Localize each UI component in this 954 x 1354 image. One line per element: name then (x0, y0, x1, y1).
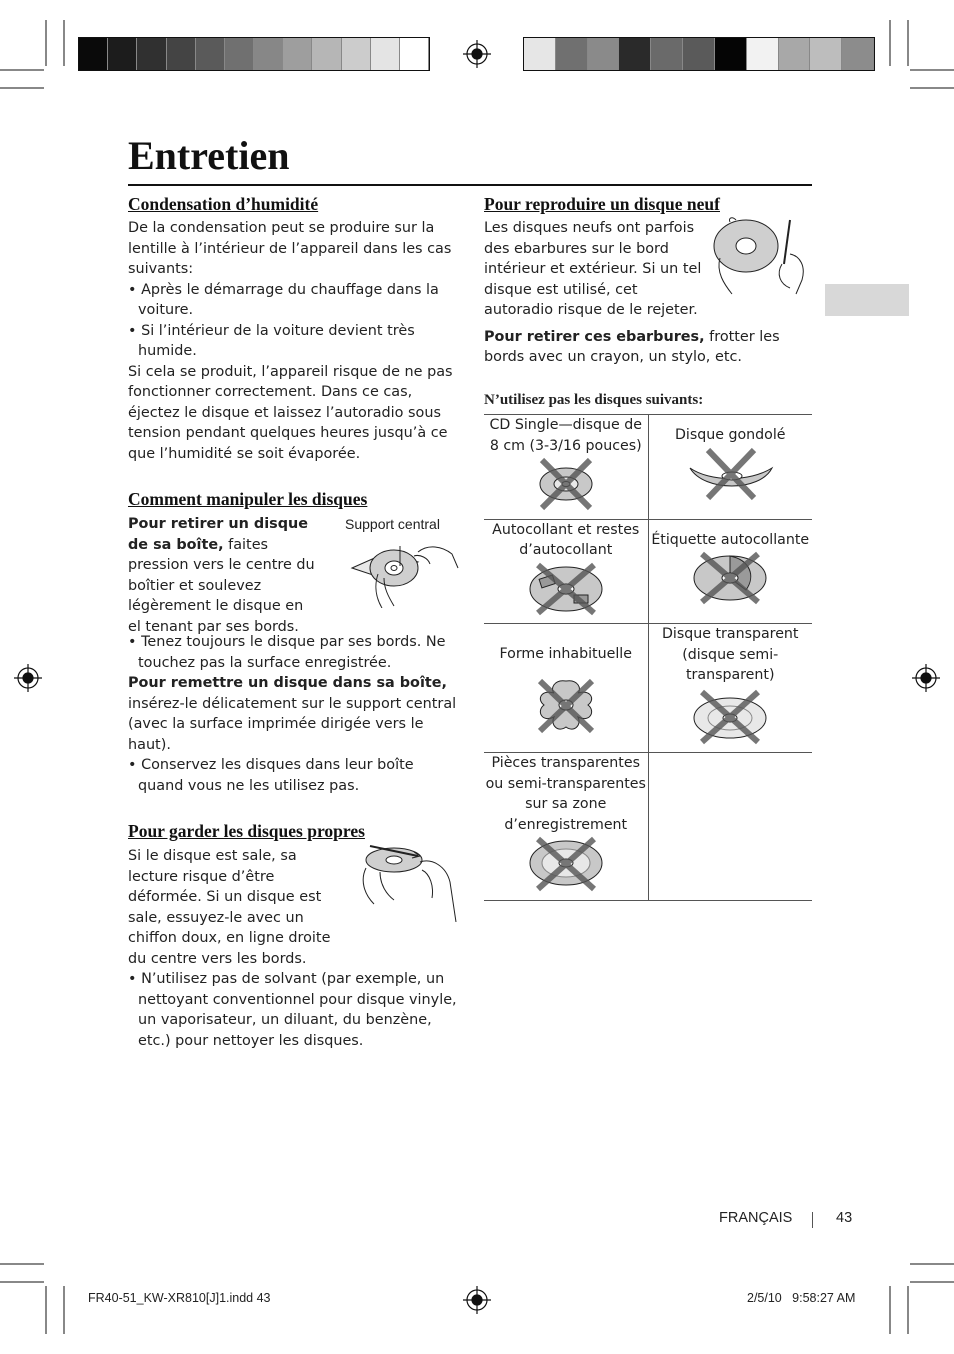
color-swatch (524, 38, 556, 70)
registration-mark-right (912, 664, 940, 692)
color-swatch (225, 38, 254, 70)
cleaning-disc-illustration (360, 838, 460, 922)
color-swatch (342, 38, 371, 70)
color-swatch (167, 38, 196, 70)
clean-heading: Pour garder les disques propres (128, 821, 365, 841)
color-swatch (715, 38, 747, 70)
title-rule (128, 184, 812, 186)
color-bar-right (523, 37, 875, 71)
forbidden-item: Disque gondolé (648, 415, 812, 520)
color-swatch (588, 38, 620, 70)
color-swatch (196, 38, 225, 70)
disc-case-illustration (348, 534, 460, 608)
page-title: Entretien (128, 133, 290, 178)
handling-heading: Comment manipuler les disques (128, 489, 368, 509)
condensation-after: Si cela se produit, l’appareil risque de ne pas fonctionner correctement. Dans ce cas, éjectez le disque et laissez l’autoradio sous tension pendant quelques heures jusqu’à ce que l’humidité se soit évaporée. (128, 363, 453, 462)
transparent-disc-icon (690, 688, 770, 746)
color-swatch (400, 38, 429, 70)
new-disc-text: Les disques neufs ont parfois des ebarbures sur le bord intérieur et extérieur. Si un tel disque est utilisé, cet autoradio risque de le rejeter. (484, 220, 702, 318)
color-swatch (79, 38, 108, 70)
center-holder-label: Support central (345, 516, 440, 532)
forbidden-discs-table (484, 414, 812, 901)
condensation-heading: Condensation d’humidité (128, 194, 319, 214)
color-swatch (371, 38, 400, 70)
color-swatch (683, 38, 715, 70)
condensation-intro: De la condensation peut se produire sur la lentille à l’intérieur de l’appareil dans les cas suivants: (128, 220, 452, 277)
small-disc-icon (526, 456, 606, 512)
forbidden-heading: N’utilisez pas les disques suivants: (484, 391, 704, 408)
forbidden-item: Disque transparent (disque semi-transparent) (648, 624, 812, 753)
warped-disc-icon (680, 446, 780, 502)
color-swatch (312, 38, 341, 70)
forbidden-item: Étiquette autocollante (648, 519, 812, 624)
clean-bullet: • N’utilisez pas de solvant (par exemple, un nettoyant conventionnel pour disque vinyle, un vaporisateur, un diluant, du benzène, etc.) pour nettoyer les disques. (128, 971, 457, 1049)
sticker-disc-icon (526, 561, 606, 617)
registration-mark-top (463, 40, 491, 68)
forbidden-item: Autocollant et restes d’autocollant (484, 519, 648, 624)
color-swatch (556, 38, 588, 70)
color-swatch (283, 38, 312, 70)
forbidden-item: CD Single—disque de 8 cm (3-3/16 pouces) (484, 415, 648, 520)
color-swatch (779, 38, 811, 70)
color-swatch (651, 38, 683, 70)
forbidden-item-empty (648, 753, 812, 901)
color-swatch (137, 38, 166, 70)
forbidden-item: Forme inhabituelle (484, 624, 648, 753)
flower-disc-icon (526, 675, 606, 735)
color-swatch (619, 38, 651, 70)
partial-transparent-disc-icon (526, 835, 606, 893)
deburr-text: Pour retirer ces ebarbures, frotter les bords avec un crayon, un stylo, etc. (484, 328, 780, 365)
color-swatch (842, 38, 874, 70)
color-swatch (810, 38, 842, 70)
right-column (484, 193, 812, 901)
registration-mark-bottom (463, 1286, 491, 1314)
condensation-bullet: • Si l’intérieur de la voiture devient très humide. (128, 322, 415, 359)
color-swatch (108, 38, 137, 70)
replace-disc-text: Pour remettre un disque dans sa boîte, insérez-le délicatement sur le support central (avec la surface imprimée dirigée vers le haut). (128, 675, 457, 753)
footer-divider (812, 1212, 813, 1228)
new-disc-heading: Pour reproduire un disque neuf (484, 194, 720, 214)
registration-mark-left (14, 664, 42, 692)
color-swatch (254, 38, 283, 70)
color-swatch (747, 38, 779, 70)
remove-disc-text: Pour retirer un disque de sa boîte, faites pression vers le centre du boîtier et soulevez légèrement le disque en el tenant par ses bords. (128, 516, 315, 635)
label-disc-icon (690, 550, 770, 606)
deburring-disc-illustration (710, 214, 814, 296)
file-info: FR40-51_KW-XR810[J]1.indd 43 (88, 1291, 271, 1305)
language-label: FRANÇAIS (719, 1210, 793, 1226)
handling-bullet: • Conservez les disques dans leur boîte quand vous ne les utilisez pas. (128, 757, 414, 794)
condensation-bullet: • Après le démarrage du chauffage dans la voiture. (128, 281, 439, 318)
left-column (128, 193, 458, 1051)
forbidden-item: Pièces transparentes ou semi-transparentes sur sa zone d’enregistrement (484, 753, 648, 901)
color-bar-left (78, 37, 430, 71)
section-tab (825, 284, 909, 316)
print-timestamp: 2/5/10 9:58:27 AM (747, 1291, 856, 1305)
clean-text: Si le disque est sale, sa lecture risque d’être déformée. Si un disque est sale, essuyez-le avec un chiffon doux, en ligne droite du centre vers les bords. (128, 848, 331, 967)
handling-bullet: • Tenez toujours le disque par ses bords. Ne touchez pas la surface enregistrée. (128, 634, 446, 671)
page-number: 43 (836, 1210, 853, 1226)
